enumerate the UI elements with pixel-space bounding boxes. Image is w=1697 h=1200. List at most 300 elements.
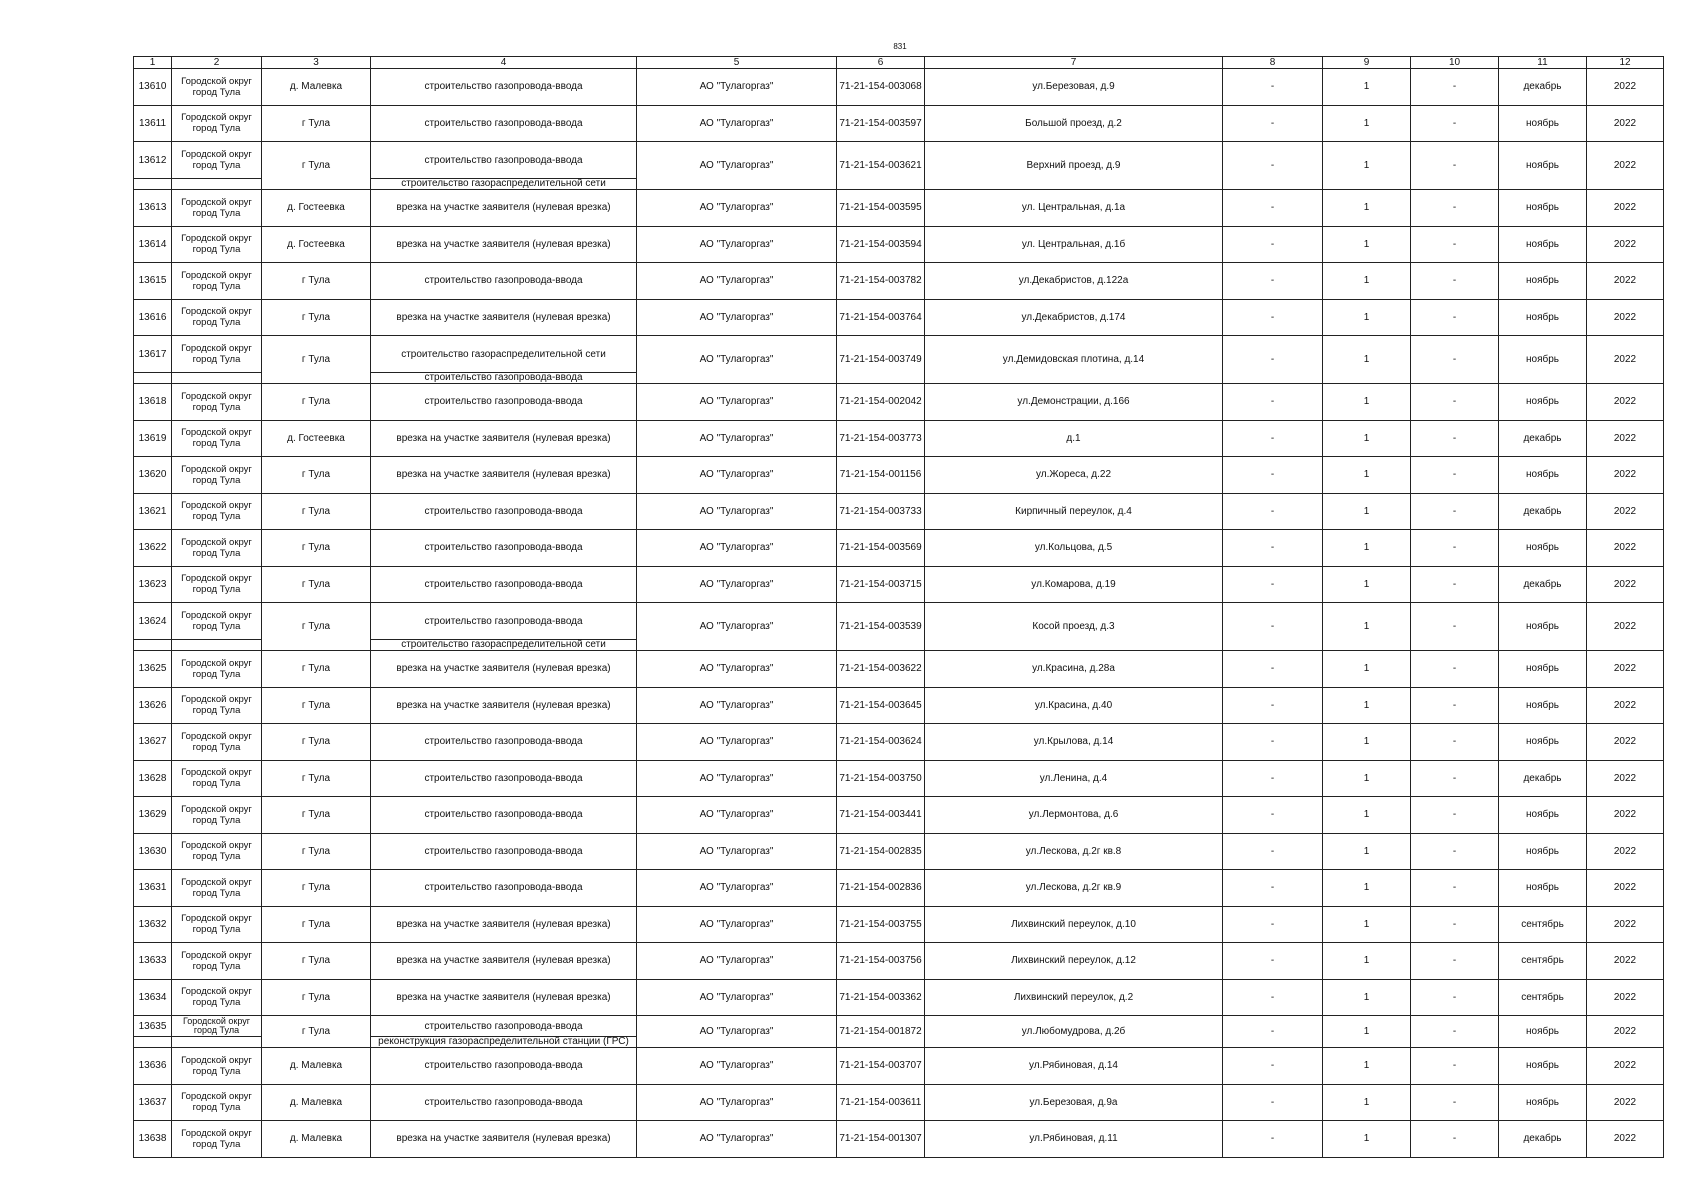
address-cell: ул.Березовая, д.9а: [925, 1084, 1223, 1121]
organization-cell: АО "Тулагоргаз": [637, 105, 837, 142]
work-primary: строительство газопровода-ввода: [424, 615, 583, 627]
col9-cell: 1: [1323, 566, 1411, 603]
work-type-cell: врезка на участке заявителя (нулевая врезка): [371, 420, 637, 457]
locality-cell: г Тула: [262, 263, 371, 300]
col8-cell: -: [1223, 760, 1323, 797]
work-secondary: строительство газопровода-ввода: [371, 372, 636, 383]
address-cell: ул.Декабристов, д.122а: [925, 263, 1223, 300]
address-cell: ул.Демонстрации, д.166: [925, 384, 1223, 421]
month-cell: ноябрь: [1499, 603, 1587, 651]
address-cell: ул.Рябиновая, д.14: [925, 1048, 1223, 1085]
locality-cell: г Тула: [262, 797, 371, 834]
district-cell-sub: [172, 372, 261, 383]
district-cell: Городской округ город Тула: [172, 833, 262, 870]
year-cell: 2022: [1587, 603, 1664, 651]
work-secondary: строительство газораспределительной сети: [371, 178, 636, 189]
row-number-cell: 13634: [134, 979, 172, 1016]
organization-cell: АО "Тулагоргаз": [637, 1084, 837, 1121]
month-cell: ноябрь: [1499, 457, 1587, 494]
work-type-cell: врезка на участке заявителя (нулевая врезка): [371, 906, 637, 943]
locality-cell: д. Малевка: [262, 1084, 371, 1121]
district-cell: Городской округ город Тула: [172, 687, 262, 724]
col9-cell: 1: [1323, 263, 1411, 300]
col10-cell: -: [1411, 1084, 1499, 1121]
col9-cell: 1: [1323, 724, 1411, 761]
work-type-cell: [371, 603, 637, 651]
work-type-cell: [371, 142, 637, 190]
district-cell: Городской округ город Тула: [172, 1084, 262, 1121]
col9-cell: 1: [1323, 870, 1411, 907]
locality-cell: г Тула: [262, 493, 371, 530]
gasification-table: [133, 56, 1664, 1158]
col8-cell: -: [1223, 493, 1323, 530]
district-cell: [172, 1016, 262, 1048]
month-cell: ноябрь: [1499, 1048, 1587, 1085]
year-cell: 2022: [1587, 979, 1664, 1016]
col10-cell: -: [1411, 943, 1499, 980]
col9-cell: 1: [1323, 760, 1411, 797]
col10-cell: -: [1411, 870, 1499, 907]
table-row: [134, 190, 1664, 227]
month-cell: декабрь: [1499, 566, 1587, 603]
address-cell: ул.Жореса, д.22: [925, 457, 1223, 494]
col10-cell: -: [1411, 336, 1499, 384]
year-cell: 2022: [1587, 420, 1664, 457]
district-cell: [172, 142, 262, 190]
year-cell: 2022: [1587, 1048, 1664, 1085]
organization-cell: АО "Тулагоргаз": [637, 336, 837, 384]
work-type-cell: строительство газопровода-ввода: [371, 724, 637, 761]
address-cell: ул.Комарова, д.19: [925, 566, 1223, 603]
work-type-cell: врезка на участке заявителя (нулевая врезка): [371, 1121, 637, 1158]
year-cell: 2022: [1587, 833, 1664, 870]
object-code-cell: 71-21-154-003764: [837, 299, 925, 336]
district-cell-sub: [172, 178, 261, 189]
row-number-cell: 13637: [134, 1084, 172, 1121]
year-cell: 2022: [1587, 651, 1664, 688]
district-cell-main: Городской округ город Тула: [181, 149, 252, 171]
district-cell: Городской округ город Тула: [172, 797, 262, 834]
col8-cell: -: [1223, 979, 1323, 1016]
month-cell: декабрь: [1499, 760, 1587, 797]
col9-cell: 1: [1323, 105, 1411, 142]
col8-cell: -: [1223, 457, 1323, 494]
address-cell: ул.Рябиновая, д.11: [925, 1121, 1223, 1158]
col10-cell: -: [1411, 687, 1499, 724]
table-row: [134, 833, 1664, 870]
object-code-cell: 71-21-154-003068: [837, 69, 925, 106]
year-cell: 2022: [1587, 299, 1664, 336]
locality-cell: г Тула: [262, 384, 371, 421]
col8-cell: -: [1223, 833, 1323, 870]
col9-cell: 1: [1323, 1121, 1411, 1158]
col10-cell: -: [1411, 724, 1499, 761]
col10-cell: -: [1411, 493, 1499, 530]
address-cell: ул.Лермонтова, д.6: [925, 797, 1223, 834]
object-code-cell: 71-21-154-003611: [837, 1084, 925, 1121]
col9-cell: 1: [1323, 420, 1411, 457]
district-cell: Городской округ город Тула: [172, 493, 262, 530]
locality-cell: г Тула: [262, 906, 371, 943]
row-number-cell: 13630: [134, 833, 172, 870]
column-header: 3: [262, 57, 371, 69]
locality-cell: г Тула: [262, 566, 371, 603]
col10-cell: -: [1411, 384, 1499, 421]
col8-cell: -: [1223, 724, 1323, 761]
month-cell: ноябрь: [1499, 1084, 1587, 1121]
col8-cell: -: [1223, 943, 1323, 980]
organization-cell: АО "Тулагоргаз": [637, 797, 837, 834]
col10-cell: -: [1411, 1048, 1499, 1085]
organization-cell: АО "Тулагоргаз": [637, 493, 837, 530]
address-cell: ул.Лескова, д.2г кв.9: [925, 870, 1223, 907]
month-cell: ноябрь: [1499, 190, 1587, 227]
work-type-cell: врезка на участке заявителя (нулевая врезка): [371, 651, 637, 688]
object-code-cell: 71-21-154-003749: [837, 336, 925, 384]
year-cell: 2022: [1587, 906, 1664, 943]
locality-cell: г Тула: [262, 943, 371, 980]
month-cell: ноябрь: [1499, 142, 1587, 190]
row-number-cell: [134, 603, 172, 651]
work-type-cell: врезка на участке заявителя (нулевая врезка): [371, 687, 637, 724]
year-cell: 2022: [1587, 724, 1664, 761]
table-row: [134, 69, 1664, 106]
work-type-cell: строительство газопровода-ввода: [371, 105, 637, 142]
work-type-cell: строительство газопровода-ввода: [371, 263, 637, 300]
table-row: [134, 1016, 1664, 1048]
row-number-cell-sub: [134, 372, 171, 383]
col10-cell: -: [1411, 142, 1499, 190]
organization-cell: АО "Тулагоргаз": [637, 530, 837, 567]
row-number-cell: 13636: [134, 1048, 172, 1085]
locality-cell: д. Гостеевка: [262, 190, 371, 227]
district-cell: Городской округ город Тула: [172, 760, 262, 797]
month-cell: ноябрь: [1499, 724, 1587, 761]
row-number-cell: 13632: [134, 906, 172, 943]
month-cell: ноябрь: [1499, 870, 1587, 907]
table-row: [134, 420, 1664, 457]
work-type-cell: строительство газопровода-ввода: [371, 493, 637, 530]
address-cell: Верхний проезд, д.9: [925, 142, 1223, 190]
table-row: [134, 299, 1664, 336]
address-cell: Косой проезд, д.3: [925, 603, 1223, 651]
col8-cell: -: [1223, 226, 1323, 263]
page-number: 831: [893, 42, 907, 51]
object-code-cell: 71-21-154-003594: [837, 226, 925, 263]
column-header: 2: [172, 57, 262, 69]
locality-cell: д. Гостеевка: [262, 420, 371, 457]
district-cell-main: Городской округ город Тула: [182, 1015, 251, 1035]
year-cell: 2022: [1587, 1016, 1664, 1048]
col9-cell: 1: [1323, 603, 1411, 651]
row-number-cell: 13633: [134, 943, 172, 980]
col8-cell: -: [1223, 566, 1323, 603]
table-row: [134, 142, 1664, 190]
district-cell: Городской округ город Тула: [172, 1048, 262, 1085]
year-cell: 2022: [1587, 1084, 1664, 1121]
locality-cell: г Тула: [262, 651, 371, 688]
month-cell: ноябрь: [1499, 651, 1587, 688]
work-type-cell: строительство газопровода-ввода: [371, 870, 637, 907]
locality-cell: д. Малевка: [262, 69, 371, 106]
col10-cell: -: [1411, 420, 1499, 457]
organization-cell: АО "Тулагоргаз": [637, 566, 837, 603]
col9-cell: 1: [1323, 1016, 1411, 1048]
month-cell: декабрь: [1499, 1121, 1587, 1158]
locality-cell: г Тула: [262, 603, 371, 651]
col10-cell: -: [1411, 190, 1499, 227]
year-cell: 2022: [1587, 566, 1664, 603]
column-header: 5: [637, 57, 837, 69]
row-number-cell: [134, 142, 172, 190]
year-cell: 2022: [1587, 530, 1664, 567]
work-secondary: строительство газораспределительной сети: [371, 639, 636, 650]
district-cell-sub: [172, 639, 261, 650]
table-row: [134, 226, 1664, 263]
row-number-cell: 13623: [134, 566, 172, 603]
organization-cell: АО "Тулагоргаз": [637, 906, 837, 943]
col9-cell: 1: [1323, 384, 1411, 421]
work-type-cell: строительство газопровода-ввода: [371, 530, 637, 567]
district-cell: Городской округ город Тула: [172, 457, 262, 494]
row-number-cell-sub: [134, 1036, 171, 1047]
col9-cell: 1: [1323, 906, 1411, 943]
col9-cell: 1: [1323, 142, 1411, 190]
locality-cell: г Тула: [262, 833, 371, 870]
address-cell: ул.Кольцова, д.5: [925, 530, 1223, 567]
organization-cell: АО "Тулагоргаз": [637, 299, 837, 336]
year-cell: 2022: [1587, 870, 1664, 907]
locality-cell: д. Гостеевка: [262, 226, 371, 263]
object-code-cell: 71-21-154-002835: [837, 833, 925, 870]
year-cell: 2022: [1587, 142, 1664, 190]
month-cell: сентябрь: [1499, 979, 1587, 1016]
locality-cell: г Тула: [262, 724, 371, 761]
row-number-cell: 13638: [134, 1121, 172, 1158]
column-header: 10: [1411, 57, 1499, 69]
month-cell: ноябрь: [1499, 530, 1587, 567]
year-cell: 2022: [1587, 263, 1664, 300]
district-cell: Городской округ город Тула: [172, 226, 262, 263]
district-cell: Городской округ город Тула: [172, 651, 262, 688]
col10-cell: -: [1411, 69, 1499, 106]
column-header: 1: [134, 57, 172, 69]
address-cell: ул. Центральная, д.1а: [925, 190, 1223, 227]
organization-cell: АО "Тулагоргаз": [637, 979, 837, 1016]
year-cell: 2022: [1587, 943, 1664, 980]
table-row: [134, 687, 1664, 724]
work-secondary: реконструкция газораспределительной станции (ГРС): [371, 1036, 636, 1047]
month-cell: ноябрь: [1499, 105, 1587, 142]
column-header: 4: [371, 57, 637, 69]
col10-cell: -: [1411, 566, 1499, 603]
table-row: [134, 105, 1664, 142]
organization-cell: АО "Тулагоргаз": [637, 1121, 837, 1158]
organization-cell: АО "Тулагоргаз": [637, 833, 837, 870]
table-row: [134, 760, 1664, 797]
year-cell: 2022: [1587, 760, 1664, 797]
col10-cell: -: [1411, 760, 1499, 797]
col10-cell: -: [1411, 530, 1499, 567]
col10-cell: -: [1411, 299, 1499, 336]
col8-cell: -: [1223, 263, 1323, 300]
month-cell: ноябрь: [1499, 226, 1587, 263]
month-cell: ноябрь: [1499, 797, 1587, 834]
district-cell: Городской округ город Тула: [172, 566, 262, 603]
object-code-cell: 71-21-154-003756: [837, 943, 925, 980]
row-number-cell-main: 13624: [138, 615, 167, 627]
col8-cell: -: [1223, 384, 1323, 421]
column-header: 12: [1587, 57, 1664, 69]
work-type-cell: врезка на участке заявителя (нулевая врезка): [371, 457, 637, 494]
month-cell: декабрь: [1499, 493, 1587, 530]
object-code-cell: 71-21-154-003622: [837, 651, 925, 688]
col9-cell: 1: [1323, 943, 1411, 980]
district-cell: Городской округ город Тула: [172, 190, 262, 227]
object-code-cell: 71-21-154-003624: [837, 724, 925, 761]
work-type-cell: [371, 336, 637, 384]
table-row: [134, 651, 1664, 688]
col8-cell: -: [1223, 1048, 1323, 1085]
district-cell: Городской округ город Тула: [172, 69, 262, 106]
column-header: 6: [837, 57, 925, 69]
month-cell: сентябрь: [1499, 906, 1587, 943]
address-cell: Лихвинский переулок, д.12: [925, 943, 1223, 980]
month-cell: ноябрь: [1499, 687, 1587, 724]
organization-cell: АО "Тулагоргаз": [637, 384, 837, 421]
organization-cell: АО "Тулагоргаз": [637, 69, 837, 106]
col9-cell: 1: [1323, 226, 1411, 263]
year-cell: 2022: [1587, 190, 1664, 227]
district-cell: Городской округ город Тула: [172, 943, 262, 980]
row-number-cell: 13628: [134, 760, 172, 797]
row-number-cell: 13615: [134, 263, 172, 300]
locality-cell: д. Малевка: [262, 1121, 371, 1158]
organization-cell: АО "Тулагоргаз": [637, 651, 837, 688]
work-type-cell: строительство газопровода-ввода: [371, 833, 637, 870]
col8-cell: -: [1223, 687, 1323, 724]
district-cell: Городской округ город Тула: [172, 906, 262, 943]
work-type-cell: [371, 1016, 637, 1048]
organization-cell: АО "Тулагоргаз": [637, 760, 837, 797]
organization-cell: АО "Тулагоргаз": [637, 142, 837, 190]
locality-cell: г Тула: [262, 105, 371, 142]
month-cell: ноябрь: [1499, 833, 1587, 870]
address-cell: д.1: [925, 420, 1223, 457]
organization-cell: АО "Тулагоргаз": [637, 687, 837, 724]
organization-cell: АО "Тулагоргаз": [637, 420, 837, 457]
col10-cell: -: [1411, 979, 1499, 1016]
object-code-cell: 71-21-154-003569: [837, 530, 925, 567]
table-row: [134, 384, 1664, 421]
locality-cell: д. Малевка: [262, 1048, 371, 1085]
col9-cell: 1: [1323, 1084, 1411, 1121]
object-code-cell: 71-21-154-001872: [837, 1016, 925, 1048]
year-cell: 2022: [1587, 105, 1664, 142]
work-type-cell: врезка на участке заявителя (нулевая врезка): [371, 979, 637, 1016]
col8-cell: -: [1223, 1121, 1323, 1158]
district-cell: Городской округ город Тула: [172, 530, 262, 567]
table-row: [134, 1048, 1664, 1085]
address-cell: ул.Березовая, д.9: [925, 69, 1223, 106]
column-header: 11: [1499, 57, 1587, 69]
col10-cell: -: [1411, 1121, 1499, 1158]
district-cell: Городской округ город Тула: [172, 870, 262, 907]
row-number-cell-main: 13612: [138, 154, 167, 166]
locality-cell: г Тула: [262, 979, 371, 1016]
column-header: 8: [1223, 57, 1323, 69]
col8-cell: -: [1223, 336, 1323, 384]
row-number-cell: 13631: [134, 870, 172, 907]
row-number-cell-main: 13635: [138, 1020, 167, 1032]
table-row: [134, 457, 1664, 494]
row-number-cell: 13622: [134, 530, 172, 567]
month-cell: ноябрь: [1499, 263, 1587, 300]
address-cell: Большой проезд, д.2: [925, 105, 1223, 142]
col9-cell: 1: [1323, 493, 1411, 530]
work-type-cell: строительство газопровода-ввода: [371, 1048, 637, 1085]
locality-cell: г Тула: [262, 1016, 371, 1048]
object-code-cell: 71-21-154-003441: [837, 797, 925, 834]
district-cell: Городской округ город Тула: [172, 724, 262, 761]
column-number-row: [134, 57, 1664, 69]
row-number-cell: 13610: [134, 69, 172, 106]
address-cell: Лихвинский переулок, д.10: [925, 906, 1223, 943]
row-number-cell: 13611: [134, 105, 172, 142]
district-cell: [172, 603, 262, 651]
work-type-cell: строительство газопровода-ввода: [371, 1084, 637, 1121]
object-code-cell: 71-21-154-003750: [837, 760, 925, 797]
object-code-cell: 71-21-154-003621: [837, 142, 925, 190]
col8-cell: -: [1223, 1016, 1323, 1048]
col8-cell: -: [1223, 420, 1323, 457]
col8-cell: -: [1223, 906, 1323, 943]
col8-cell: -: [1223, 105, 1323, 142]
work-primary: строительство газопровода-ввода: [424, 154, 583, 166]
table-body: [134, 69, 1664, 1158]
locality-cell: г Тула: [262, 299, 371, 336]
table-row: [134, 724, 1664, 761]
month-cell: ноябрь: [1499, 384, 1587, 421]
col9-cell: 1: [1323, 69, 1411, 106]
work-type-cell: врезка на участке заявителя (нулевая врезка): [371, 226, 637, 263]
object-code-cell: 71-21-154-002836: [837, 870, 925, 907]
col9-cell: 1: [1323, 979, 1411, 1016]
work-type-cell: врезка на участке заявителя (нулевая врезка): [371, 299, 637, 336]
work-primary: строительство газораспределительной сети: [401, 348, 606, 360]
locality-cell: г Тула: [262, 530, 371, 567]
col9-cell: 1: [1323, 530, 1411, 567]
row-number-cell: 13620: [134, 457, 172, 494]
col9-cell: 1: [1323, 797, 1411, 834]
row-number-cell: 13629: [134, 797, 172, 834]
address-cell: ул.Красина, д.40: [925, 687, 1223, 724]
col8-cell: -: [1223, 603, 1323, 651]
row-number-cell: 13625: [134, 651, 172, 688]
row-number-cell: [134, 336, 172, 384]
col10-cell: -: [1411, 457, 1499, 494]
row-number-cell: 13618: [134, 384, 172, 421]
work-type-cell: врезка на участке заявителя (нулевая врезка): [371, 190, 637, 227]
row-number-cell: 13621: [134, 493, 172, 530]
table-row: [134, 336, 1664, 384]
row-number-cell-sub: [134, 639, 171, 650]
object-code-cell: 71-21-154-003645: [837, 687, 925, 724]
address-cell: ул. Центральная, д.1б: [925, 226, 1223, 263]
object-code-cell: 71-21-154-002042: [837, 384, 925, 421]
table-row: [134, 906, 1664, 943]
locality-cell: г Тула: [262, 870, 371, 907]
